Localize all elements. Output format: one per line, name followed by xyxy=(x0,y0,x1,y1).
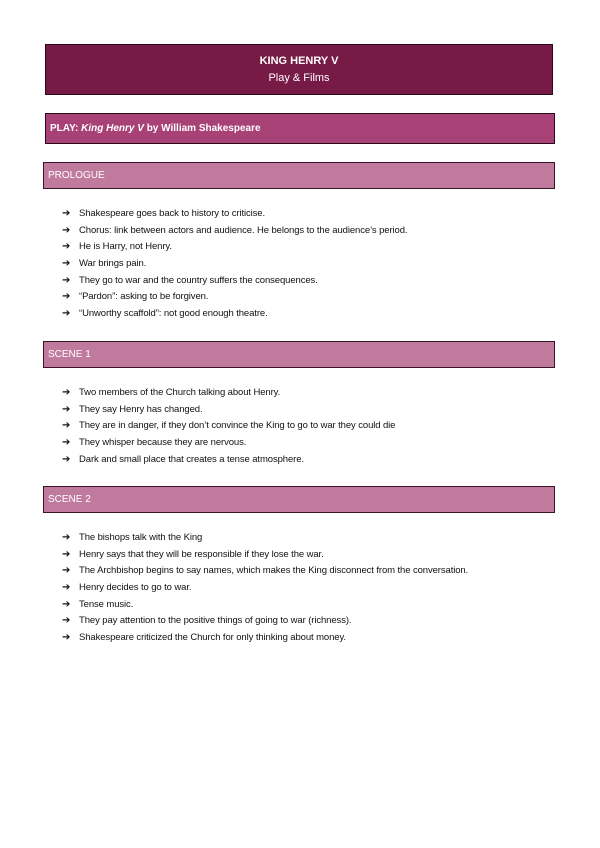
section-heading-label: SCENE 2 xyxy=(48,494,91,505)
arrow-icon: ➔ xyxy=(62,291,71,303)
page-subtitle: Play & Films xyxy=(268,72,330,84)
arrow-icon: ➔ xyxy=(62,308,71,320)
arrow-icon: ➔ xyxy=(62,387,71,398)
arrow-icon: ➔ xyxy=(62,224,71,236)
section-heading-label: PROLOGUE xyxy=(48,170,105,181)
list-item: ➔ “Pardon”: asking to be forgiven. xyxy=(62,289,407,306)
list-item: ➔ They pay attention to the positive things of going to war (richness). xyxy=(62,613,468,630)
scene-2-bullet-list xyxy=(62,530,468,647)
arrow-icon: ➔ xyxy=(62,208,71,219)
scene-1-bullet-list xyxy=(62,385,395,468)
list-item: ➔ They say Henry has changed. xyxy=(62,402,395,419)
list-item: ➔ Henry says that they will be responsible if they lose the war. xyxy=(62,547,468,564)
list-item: ➔ Shakespeare goes back to history to criticise. xyxy=(62,206,407,223)
list-item: ➔ They whisper because they are nervous. xyxy=(62,435,395,452)
arrow-icon: ➔ xyxy=(62,615,71,627)
title-banner xyxy=(45,44,553,95)
list-item: ➔ Two members of the Church talking about Henry. xyxy=(62,385,395,402)
play-author: by William Shakespeare xyxy=(143,123,261,134)
arrow-icon: ➔ xyxy=(62,548,71,560)
list-item: ➔ He is Harry, not Henry. xyxy=(62,239,407,256)
arrow-icon: ➔ xyxy=(62,598,71,610)
list-item: ➔ Dark and small place that creates a tense atmosphere. xyxy=(62,452,395,469)
arrow-icon: ➔ xyxy=(62,632,71,644)
list-item: ➔ The bishops talk with the King xyxy=(62,530,468,547)
list-item: ➔ “Unworthy scaffold”: not good enough theatre. xyxy=(62,306,407,323)
list-item: ➔ Henry decides to go to war. xyxy=(62,580,468,597)
play-banner xyxy=(45,113,555,144)
list-item: ➔ They go to war and the country suffers the consequences. xyxy=(62,273,407,290)
list-item: ➔ They are in danger, if they don’t convince the King to go to war they could die xyxy=(62,418,395,435)
list-item: ➔ The Archbishop begins to say names, which makes the King disconnect from the conversation. xyxy=(62,563,468,580)
arrow-icon: ➔ xyxy=(62,403,71,415)
list-item: ➔ Shakespeare criticized the Church for only thinking about money. xyxy=(62,630,468,647)
arrow-icon: ➔ xyxy=(62,420,71,432)
arrow-icon: ➔ xyxy=(62,437,71,449)
arrow-icon: ➔ xyxy=(62,582,71,594)
list-item: ➔ War brings pain. xyxy=(62,256,407,273)
arrow-icon: ➔ xyxy=(62,565,71,577)
play-prefix: PLAY: xyxy=(50,123,82,134)
arrow-icon: ➔ xyxy=(62,258,71,270)
play-title: King Henry V xyxy=(81,123,144,134)
section-heading-scene-2 xyxy=(43,486,555,513)
prologue-bullet-list xyxy=(62,206,407,323)
arrow-icon: ➔ xyxy=(62,453,71,465)
list-item: ➔ Tense music. xyxy=(62,597,468,614)
arrow-icon: ➔ xyxy=(62,241,71,253)
arrow-icon: ➔ xyxy=(62,532,71,543)
list-item: ➔ Chorus: link between actors and audience. He belongs to the audience’s period. xyxy=(62,223,407,240)
section-heading-label: SCENE 1 xyxy=(48,349,91,360)
section-heading-scene-1 xyxy=(43,341,555,368)
section-heading-prologue xyxy=(43,162,555,189)
page-title: KING HENRY V xyxy=(259,55,339,67)
arrow-icon: ➔ xyxy=(62,274,71,286)
